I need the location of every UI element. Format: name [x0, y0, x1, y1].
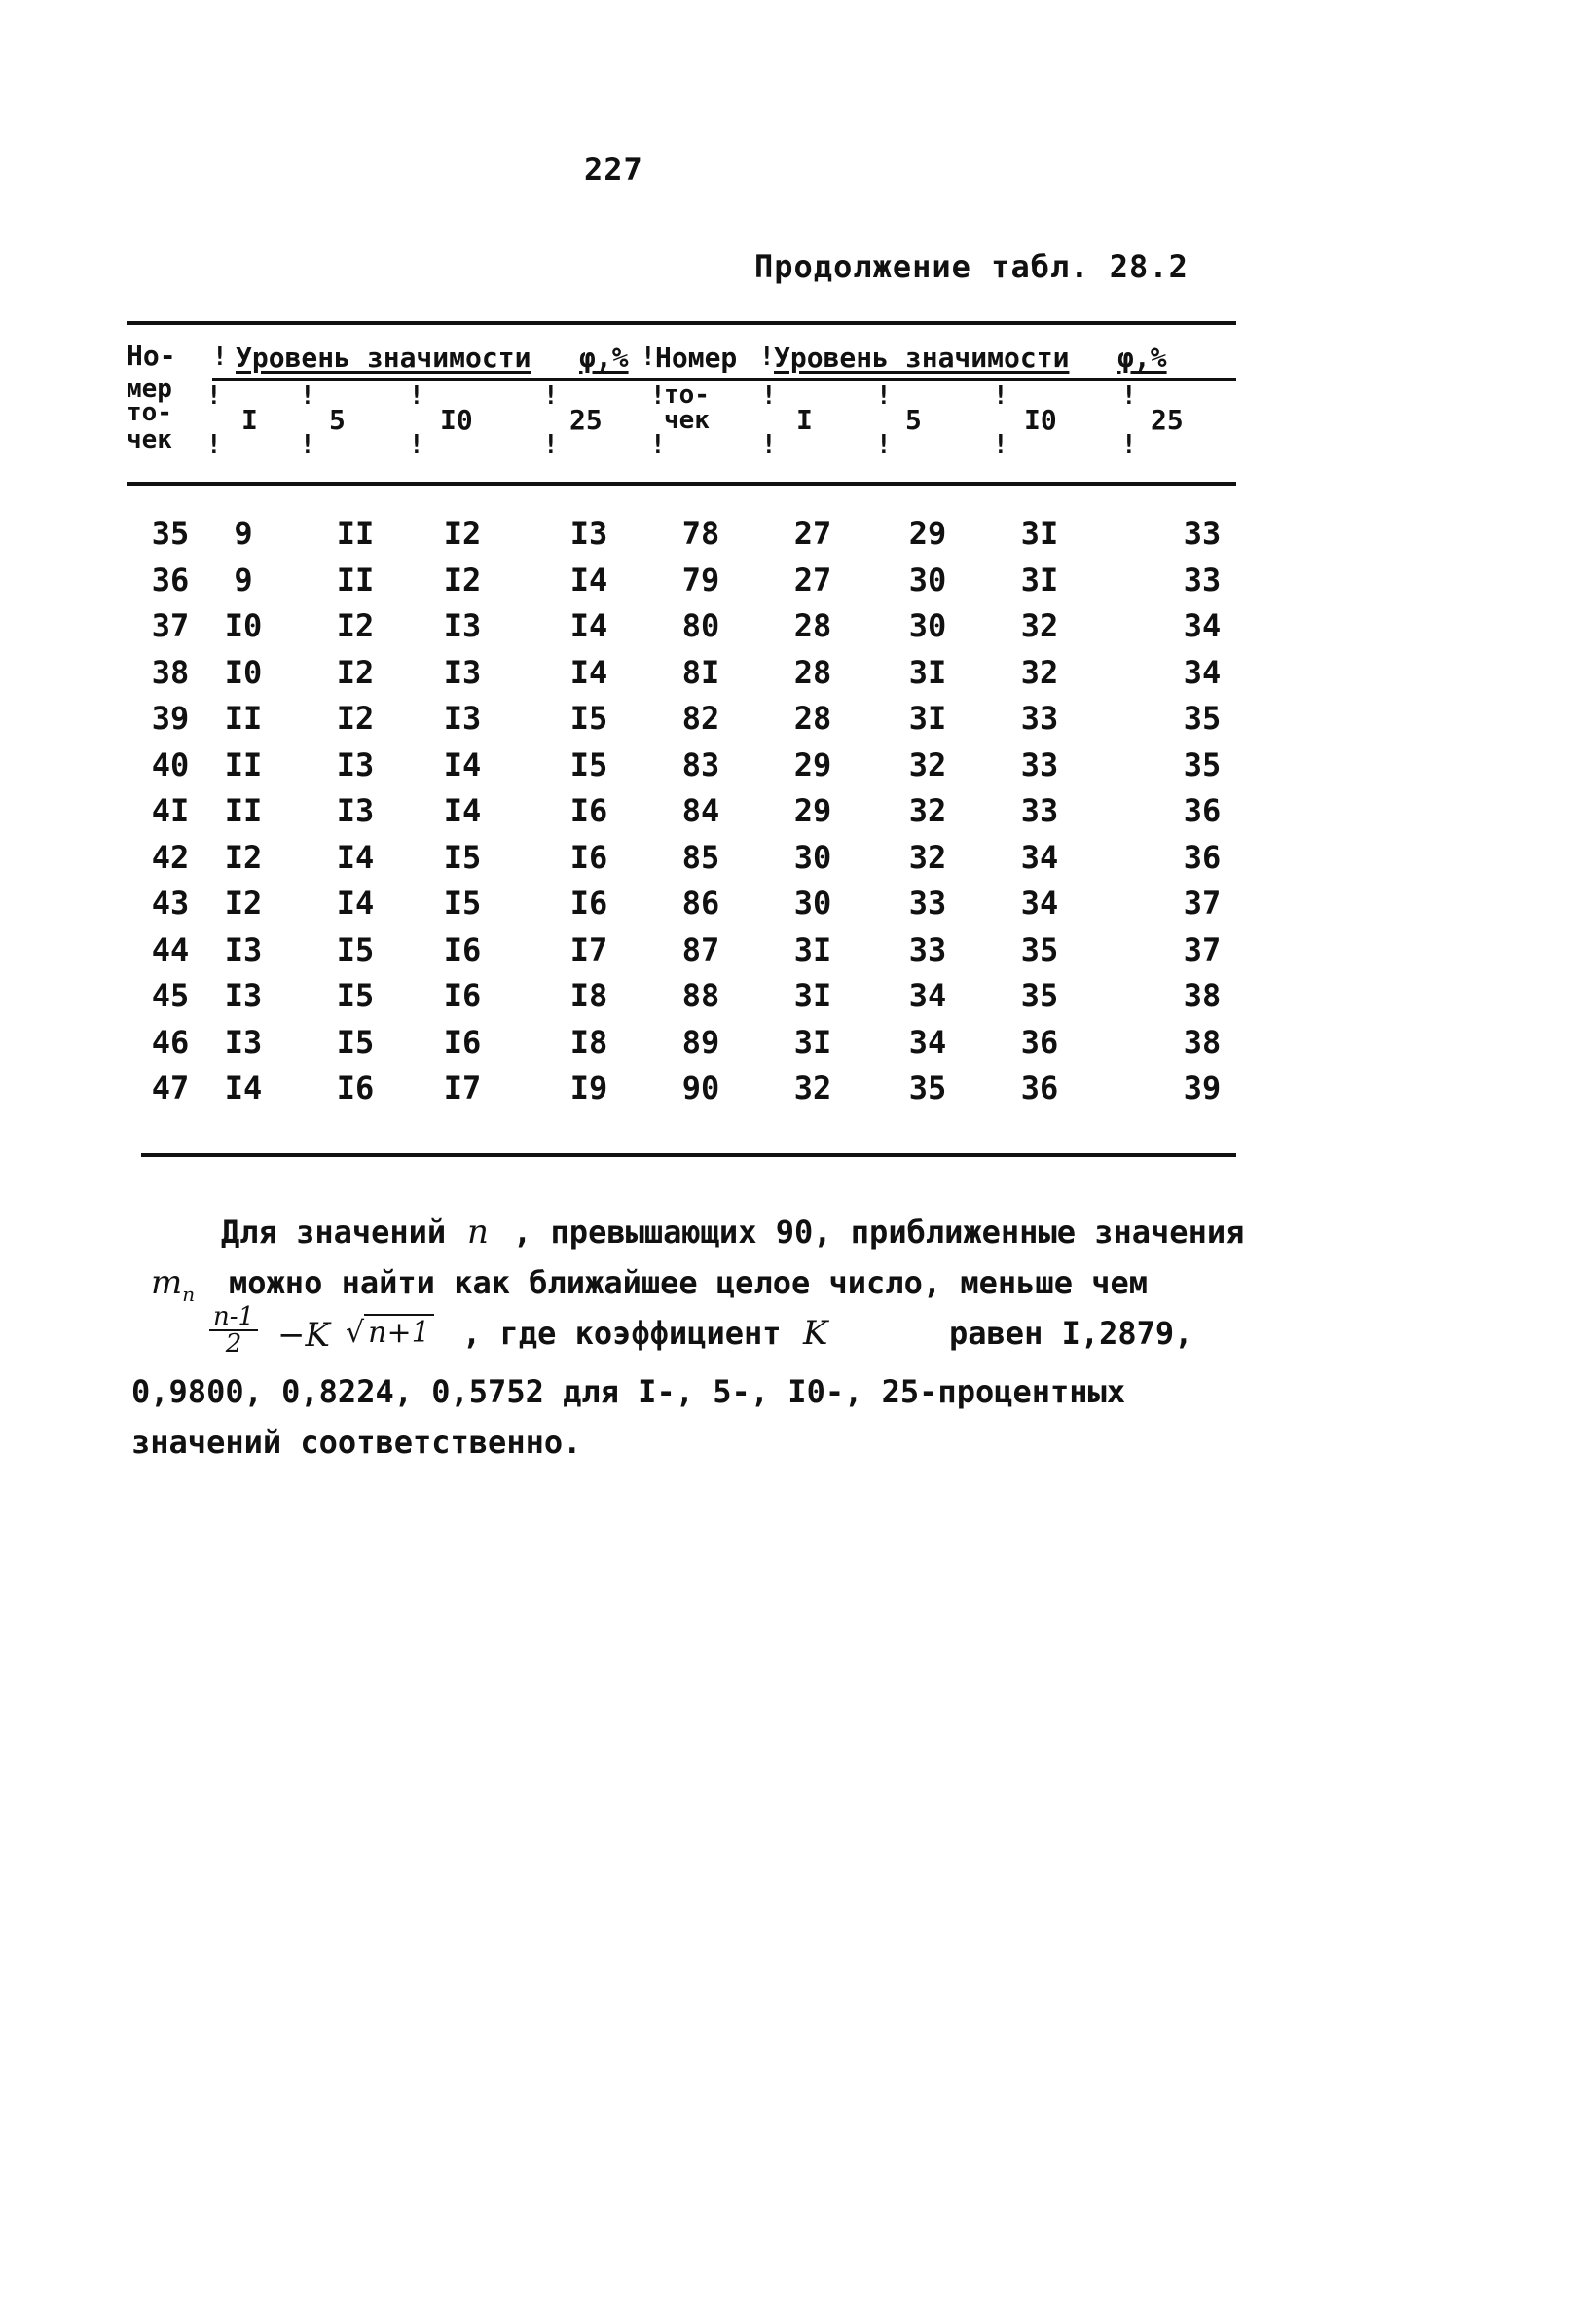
cell-level-10-left: I6 — [443, 977, 482, 1014]
cell-level-5-left: I5 — [336, 977, 375, 1014]
cell-point-number-left: 47 — [151, 1070, 190, 1107]
cell-level-10-left: I6 — [443, 930, 482, 968]
cell-level-10-left: I6 — [443, 1023, 482, 1061]
separator-mark: ! — [1121, 430, 1137, 459]
note-line-2 — [131, 1257, 1261, 1308]
header-level-1: I — [241, 404, 258, 436]
separator-mark: ! — [761, 381, 777, 411]
cell-level-1-right: 29 — [793, 792, 832, 829]
note-line-3 — [131, 1302, 1261, 1366]
cell-level-10-left: I3 — [443, 700, 482, 737]
cell-level-5-right: 32 — [908, 838, 947, 876]
cell-level-5-right: 34 — [908, 1023, 947, 1061]
variable-k: K — [803, 1314, 828, 1353]
formula-sqrt: √ n+1 — [346, 1308, 434, 1359]
note-text: , где коэффициент — [462, 1315, 782, 1352]
cell-level-10-left: I2 — [443, 515, 482, 552]
note-text: значений соответственно. — [131, 1424, 582, 1461]
cell-level-1-left: II — [224, 792, 263, 829]
cell-level-25-right: 33 — [1183, 515, 1222, 552]
table-row — [127, 650, 1236, 697]
cell-point-number-right: 84 — [681, 792, 720, 829]
separator-mark: ! — [650, 430, 666, 459]
cell-level-25-left: I8 — [569, 977, 608, 1014]
cell-level-10-right: 34 — [1020, 885, 1059, 922]
separator-mark: ! — [650, 381, 666, 411]
variable-n: n — [467, 1213, 489, 1252]
note-text: 0,9800, 0,8224, 0,5752 для I-, 5-, I0-, 25-процентных — [131, 1373, 1126, 1410]
separator-mark: ! — [993, 381, 1008, 411]
cell-level-10-right: 34 — [1020, 838, 1059, 876]
cell-level-1-right: 28 — [793, 700, 832, 737]
table-bottom-rule — [141, 1153, 1236, 1157]
cell-level-5-right: 29 — [908, 515, 947, 552]
cell-level-5-left: I4 — [336, 885, 375, 922]
cell-point-number-left: 4I — [151, 792, 190, 829]
cell-level-5-left: I6 — [336, 1070, 375, 1107]
cell-level-10-right: 33 — [1020, 745, 1059, 783]
formula-fraction: $\frac{n-1}{2}$ — [209, 1304, 258, 1357]
cell-level-25-right: 37 — [1183, 885, 1222, 922]
cell-level-25-right: 35 — [1183, 700, 1222, 737]
cell-point-number-right: 89 — [681, 1023, 720, 1061]
page-number: 227 — [584, 151, 643, 188]
cell-level-1-right: 27 — [793, 561, 832, 599]
separator-mark: ! — [993, 430, 1008, 459]
separator-mark: ! — [409, 381, 424, 411]
cell-level-10-right: 3I — [1020, 561, 1059, 599]
separator-mark: ! — [543, 430, 559, 459]
cell-level-5-left: II — [336, 561, 375, 599]
cell-level-5-left: I5 — [336, 930, 375, 968]
separator-mark: ! — [876, 381, 892, 411]
separator-mark: ! — [206, 381, 222, 411]
table-row — [127, 696, 1236, 743]
cell-point-number-right: 88 — [681, 977, 720, 1014]
cell-level-10-left: I2 — [443, 561, 482, 599]
cell-point-number-right: 79 — [681, 561, 720, 599]
cell-level-10-right: 3I — [1020, 515, 1059, 552]
cell-level-10-left: I3 — [443, 607, 482, 644]
cell-point-number-right: 90 — [681, 1070, 720, 1107]
separator-mark: ! — [641, 343, 656, 372]
separator-mark: ! — [1121, 381, 1137, 411]
cell-level-10-right: 33 — [1020, 792, 1059, 829]
header-group-left: Уровень значимости — [236, 342, 531, 374]
cell-level-1-right: 29 — [793, 745, 832, 783]
note-text: можно найти как ближайшее целое число, меньше чем — [229, 1264, 1149, 1301]
cell-point-number-left: 35 — [151, 515, 190, 552]
note-line-1 — [131, 1207, 1261, 1257]
cell-point-number-right: 85 — [681, 838, 720, 876]
note-text: , превышающих 90, приближенные значения — [513, 1214, 1245, 1251]
cell-level-5-right: 30 — [908, 607, 947, 644]
cell-level-1-left: 9 — [234, 561, 253, 599]
cell-level-25-left: I6 — [569, 885, 608, 922]
cell-level-5-left: I3 — [336, 792, 375, 829]
cell-level-25-left: I4 — [569, 607, 608, 644]
cell-point-number-right: 83 — [681, 745, 720, 783]
cell-point-number-left: 40 — [151, 745, 190, 783]
cell-level-1-left: I2 — [224, 838, 263, 876]
cell-level-25-right: 36 — [1183, 792, 1222, 829]
cell-level-1-right: 3I — [793, 930, 832, 968]
table-row — [127, 788, 1236, 835]
cell-level-5-right: 3I — [908, 653, 947, 691]
cell-level-10-left: I5 — [443, 838, 482, 876]
cell-level-25-left: I8 — [569, 1023, 608, 1061]
cell-level-1-right: 3I — [793, 1023, 832, 1061]
cell-point-number-left: 37 — [151, 607, 190, 644]
header-num2-line2: то- — [664, 381, 710, 410]
cell-level-25-left: I3 — [569, 515, 608, 552]
cell-point-number-left: 45 — [151, 977, 190, 1014]
separator-mark: ! — [206, 430, 222, 459]
cell-level-10-left: I4 — [443, 745, 482, 783]
cell-level-1-left: I0 — [224, 607, 263, 644]
cell-level-25-right: 38 — [1183, 977, 1222, 1014]
cell-level-1-left: I2 — [224, 885, 263, 922]
cell-level-10-left: I5 — [443, 885, 482, 922]
header-num-line3: то- — [127, 398, 172, 427]
cell-level-10-right: 33 — [1020, 700, 1059, 737]
cell-level-1-left: II — [224, 700, 263, 737]
table-row — [127, 1066, 1236, 1112]
cell-level-1-left: I4 — [224, 1070, 263, 1107]
separator-mark: ! — [212, 343, 228, 372]
header-level-1-right: I — [796, 404, 813, 436]
cell-level-5-left: I2 — [336, 700, 375, 737]
cell-point-number-right: 80 — [681, 607, 720, 644]
table-row — [127, 743, 1236, 789]
cell-level-10-right: 32 — [1020, 607, 1059, 644]
table-header — [127, 321, 1236, 487]
cell-level-25-left: I5 — [569, 700, 608, 737]
cell-level-5-left: I2 — [336, 607, 375, 644]
table-row — [127, 835, 1236, 882]
separator-mark: ! — [543, 381, 559, 411]
cell-level-1-right: 28 — [793, 607, 832, 644]
cell-level-10-left: I4 — [443, 792, 482, 829]
header-level-5-right: 5 — [905, 404, 922, 436]
cell-point-number-right: 78 — [681, 515, 720, 552]
cell-level-10-right: 35 — [1020, 977, 1059, 1014]
cell-level-5-right: 32 — [908, 792, 947, 829]
cell-point-number-right: 8I — [681, 653, 720, 691]
header-group-right-symbol: φ,% — [1117, 342, 1167, 374]
cell-level-25-left: I4 — [569, 653, 608, 691]
separator-mark: ! — [300, 430, 315, 459]
cell-point-number-right: 86 — [681, 885, 720, 922]
cell-level-1-right: 30 — [793, 885, 832, 922]
cell-level-1-left: 9 — [234, 515, 253, 552]
cell-level-25-right: 36 — [1183, 838, 1222, 876]
cell-level-1-left: I0 — [224, 653, 263, 691]
cell-level-1-left: I3 — [224, 930, 263, 968]
cell-level-5-left: II — [336, 515, 375, 552]
cell-point-number-left: 38 — [151, 653, 190, 691]
cell-level-5-right: 33 — [908, 885, 947, 922]
cell-level-25-left: I6 — [569, 838, 608, 876]
note-text: равен I,2879, — [949, 1315, 1193, 1352]
cell-level-5-left: I5 — [336, 1023, 375, 1061]
table-row — [127, 603, 1236, 650]
cell-point-number-left: 44 — [151, 930, 190, 968]
cell-level-25-left: I4 — [569, 561, 608, 599]
cell-level-1-right: 30 — [793, 838, 832, 876]
formula-minus-k: −K — [277, 1316, 330, 1355]
cell-level-5-right: 30 — [908, 561, 947, 599]
cell-point-number-right: 82 — [681, 700, 720, 737]
cell-level-25-right: 37 — [1183, 930, 1222, 968]
header-level-5: 5 — [329, 404, 346, 436]
header-group-right: Уровень значимости — [774, 342, 1070, 374]
cell-point-number-left: 42 — [151, 838, 190, 876]
cell-level-5-left: I2 — [336, 653, 375, 691]
header-mid-rule — [212, 378, 1236, 381]
table-row — [127, 511, 1236, 558]
cell-point-number-left: 43 — [151, 885, 190, 922]
cell-level-5-right: 35 — [908, 1070, 947, 1107]
cell-level-5-left: I3 — [336, 745, 375, 783]
cell-level-10-left: I3 — [443, 653, 482, 691]
cell-point-number-left: 46 — [151, 1023, 190, 1061]
cell-level-1-left: I3 — [224, 977, 263, 1014]
table-row — [127, 558, 1236, 604]
cell-level-1-right: 32 — [793, 1070, 832, 1107]
cell-level-10-right: 36 — [1020, 1070, 1059, 1107]
note-line-4 — [131, 1366, 1261, 1417]
separator-mark: ! — [300, 381, 315, 411]
cell-level-10-right: 36 — [1020, 1023, 1059, 1061]
separator-mark: ! — [761, 430, 777, 459]
cell-level-25-left: I9 — [569, 1070, 608, 1107]
cell-level-25-right: 35 — [1183, 745, 1222, 783]
table-row — [127, 881, 1236, 927]
cell-level-10-right: 35 — [1020, 930, 1059, 968]
header-level-10-right: I0 — [1024, 404, 1057, 436]
cell-point-number-right: 87 — [681, 930, 720, 968]
separator-mark: ! — [759, 343, 775, 372]
table-row — [127, 973, 1236, 1020]
cell-level-5-left: I4 — [336, 838, 375, 876]
cell-level-10-right: 32 — [1020, 653, 1059, 691]
header-level-25-right: 25 — [1151, 404, 1184, 436]
table-row — [127, 1020, 1236, 1067]
cell-point-number-left: 39 — [151, 700, 190, 737]
cell-level-5-right: 3I — [908, 700, 947, 737]
cell-level-25-left: I6 — [569, 792, 608, 829]
cell-level-25-right: 38 — [1183, 1023, 1222, 1061]
cell-level-5-right: 34 — [908, 977, 947, 1014]
header-level-10: I0 — [440, 404, 473, 436]
cell-level-25-left: I7 — [569, 930, 608, 968]
table-body — [127, 511, 1236, 1112]
cell-level-25-right: 34 — [1183, 653, 1222, 691]
cell-level-25-left: I5 — [569, 745, 608, 783]
cell-level-1-left: II — [224, 745, 263, 783]
table-row — [127, 927, 1236, 974]
cell-level-5-right: 33 — [908, 930, 947, 968]
header-bottom-rule — [127, 482, 1236, 486]
note-paragraph — [131, 1207, 1261, 1468]
header-num-line4: чек — [127, 425, 172, 454]
header-level-25: 25 — [569, 404, 603, 436]
header-group-left-symbol: φ,% — [579, 342, 629, 374]
variable-m: $m_n$ — [151, 1263, 196, 1306]
note-line-5 — [131, 1417, 1261, 1468]
table-caption: Продолжение табл. 28.2 — [754, 248, 1189, 285]
note-text: Для значений — [221, 1214, 447, 1251]
header-num-line2: мер — [127, 375, 172, 404]
cell-level-1-right: 3I — [793, 977, 832, 1014]
cell-level-10-left: I7 — [443, 1070, 482, 1107]
header-num-line1: Но- — [127, 340, 176, 372]
cell-level-1-right: 28 — [793, 653, 832, 691]
separator-mark: ! — [409, 430, 424, 459]
cell-level-5-right: 32 — [908, 745, 947, 783]
cell-level-1-right: 27 — [793, 515, 832, 552]
header-num2: Номер — [655, 342, 738, 374]
cell-point-number-left: 36 — [151, 561, 190, 599]
cell-level-25-right: 39 — [1183, 1070, 1222, 1107]
cell-level-25-right: 33 — [1183, 561, 1222, 599]
header-num2-line3: чек — [664, 406, 710, 435]
cell-level-25-right: 34 — [1183, 607, 1222, 644]
separator-mark: ! — [876, 430, 892, 459]
cell-level-1-left: I3 — [224, 1023, 263, 1061]
